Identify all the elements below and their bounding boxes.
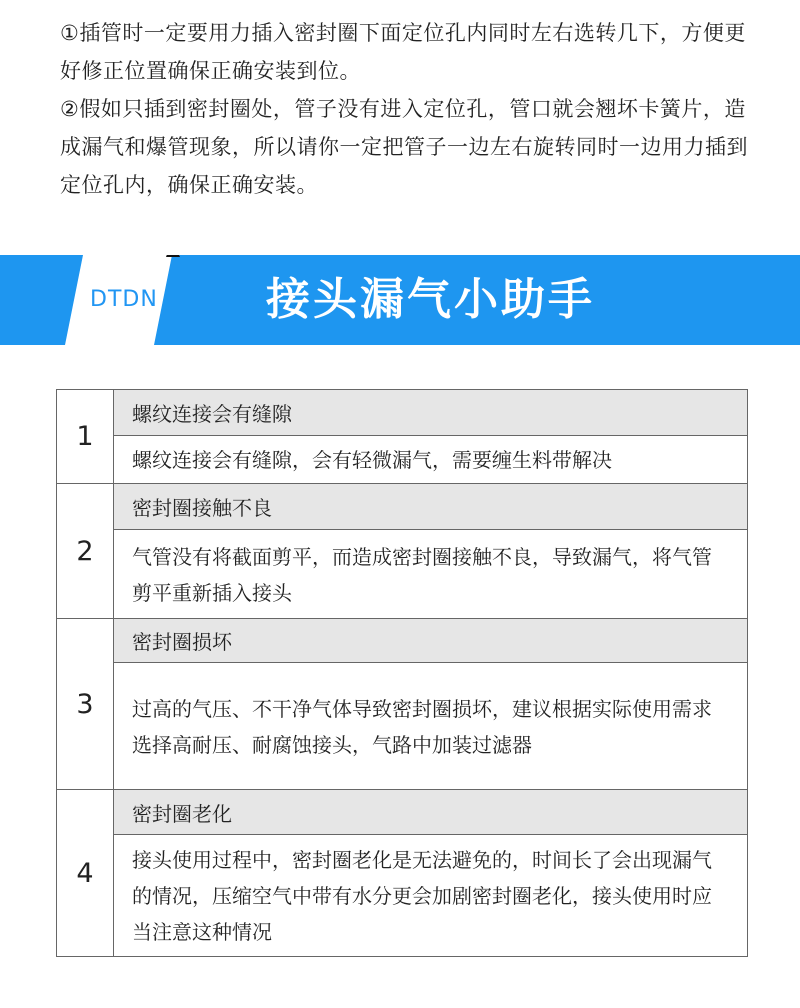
instruction-paragraph-1: ①插管时一定要用力插入密封圈下面定位孔内同时左右选转几下，方便更好修正位置确保正确安装到位。 [60,21,746,83]
item-description: 气管没有将截面剪平，而造成密封圈接触不良，导致漏气，将气管剪平重新插入接头 [114,530,748,619]
table-row [57,663,748,790]
item-title: 密封圈接触不良 [114,484,748,530]
table-row [57,530,748,619]
item-number: 3 [57,619,114,790]
instruction-paragraph-2: ②假如只插到密封圈处，管子没有进入定位孔，管口就会翘坏卡簧片，造成漏气和爆管现象，所以请你一定把管子一边左右旋转同时一边用力插到定位孔内，确保正确安装。 [60,97,748,197]
section-banner [0,255,800,345]
item-title: 密封圈老化 [114,790,748,835]
section-title: 接头漏气小助手 [266,274,595,325]
item-title: 螺纹连接会有缝隙 [114,390,748,436]
faq-table [56,389,748,957]
item-number: 1 [57,390,114,484]
item-number: 4 [57,790,114,957]
item-description: 接头使用过程中，密封圈老化是无法避免的，时间长了会出现漏气的情况，压缩空气中带有水分更会加剧密封圈老化，接头使用时应当注意这种情况 [114,835,748,957]
item-description: 螺纹连接会有缝隙，会有轻微漏气，需要缠生料带解决 [114,436,748,484]
table-row [57,835,748,957]
instructions-section [60,14,760,204]
table-row [57,619,748,663]
item-description: 过高的气压、不干净气体导致密封圈损坏，建议根据实际使用需求选择高耐压、耐腐蚀接头，气路中加装过滤器 [114,663,748,790]
table-row [57,436,748,484]
brand-tag: DTDN [90,287,158,312]
table-row [57,484,748,530]
table-row [57,790,748,835]
item-number: 2 [57,484,114,619]
item-title: 密封圈损坏 [114,619,748,663]
table-row [57,390,748,436]
